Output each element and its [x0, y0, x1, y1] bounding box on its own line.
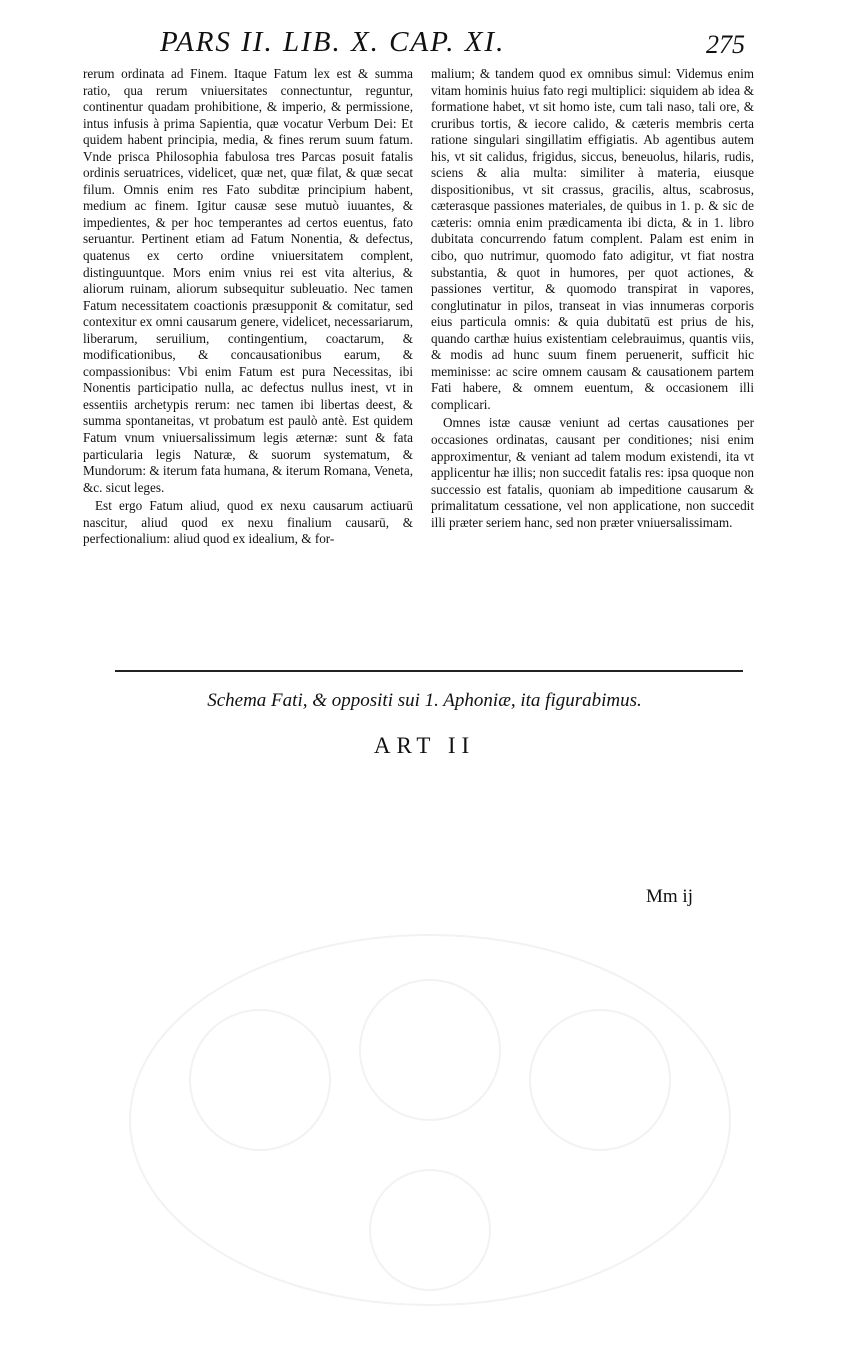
signature-mark: Mm ij	[646, 886, 693, 907]
show-through-circle-left	[190, 1010, 330, 1150]
right-text-column	[431, 66, 754, 531]
left-paragraph-1: rerum ordinata ad Finem. Itaque Fatum lex est & summa ratio, qua rerum vniuersitates connectuntur, reguntur, continentur quadam prohibitione, & imperio, & permissione, intus infusis à prima Sapientia, quæ vocatur Verbum Dei: Et quidem habent principia, media, & fines rerum suum fatum. Vnde prisca Philosophia fabulosa tres Parcas posuit fatalis ordinis seruatrices, videlicet, quæ net, quæ filat, & quæ secat filum. Omnis enim res Fato subditæ principium habent, medium ac finem. Igitur causæ sese mutuò iuuantes, & impedientes, & per hoc temperantes ad certos euentus, fato seruantur. Pertinent etiam ad Fatum Nonentia, & defectus, quatenus ex certo ordine vniuersitatem complent, distinguuntque. Mors enim vnius rei est vita alterius, & aliorum ruinam, aliorum subsequitur subleuatio. Nec tamen Fatum necessitatem coactionis præsupponit & comitatur, sed contexitur ex omni causarum genere, videlicet, necessariarum, liberarum, seruilium, contingentium, coactarum, & modificationibus, & concausationibus earum, & compassionibus: Vbi enim Fatum est pura Necessitas, ibi Nonentis participatio nulla, ac defectus nullus inest, vt in essentiis archetypis rerum: nec tamen ibi libertas deest, & summa spontaneitas, vt probatum est paulò antè. Est quidem Fatum vnum vniuersalissimum legis æternæ: sunt & fata particularia legis Naturæ, & suorum systematum, & Mundorum: & iterum fata humana, & iterum Romana, Veneta, &c. sicut leges.	[83, 66, 413, 495]
page-number: 275	[706, 30, 745, 59]
section-heading: ART II	[373, 733, 476, 758]
show-through-circle-top	[360, 980, 500, 1120]
show-through-diagram	[110, 930, 750, 1330]
figure-caption: Schema Fati, & oppositi sui 1. Aphoniæ, ita figurabimus.	[207, 690, 642, 711]
show-through-circle-bottom	[370, 1170, 490, 1290]
right-paragraph-2: Omnes istæ causæ veniunt ad certas causationes per occasiones ordinatas, causant per conditiones; nisi enim approximentur, & veniant ad talem modum existendi, ita vt applicentur hæ illis; non succedit fatalis res: ipsa quoque non successio est fatalis, quoniam ab impeditione causarum & primalitatum cessatione, vel non applicatione, non succedit illi præter seriem hanc, sed non præter vniuersalissimam.	[431, 415, 754, 530]
show-through-circle-right	[530, 1010, 670, 1150]
left-paragraph-2: Est ergo Fatum aliud, quod ex nexu causarum actiuarū nascitur, aliud quod ex nexu finalium causarū, & perfectionalium: aliud quod ex idealium, & for-	[83, 498, 413, 547]
left-text-column	[83, 66, 413, 548]
horizontal-rule	[115, 670, 743, 672]
running-title: PARS II. LIB. X. CAP. XI.	[160, 26, 506, 58]
right-paragraph-1: malium; & tandem quod ex omnibus simul: Videmus enim vitam hominis huius fato regi multiplici: siquidem ab idea & formatione habet, vt sit homo iste, cum tali naso, tali ore, & cruribus tortis, & iecore calido, & cæteris membris certa ratione singulari singillatim effigiatis. Ab agentibus autem his, vt sit calidus, frigidus, siccus, beneuolus, hilaris, rudis, sciens & alia multa: similiter à materia, eiusque dispositionibus, vt sit crassus, gracilis, altus, scabrosus, cæterasque passiones materiales, de quibus in 1. p. & sic de cæteris: omnia enim prædicamenta ibi dicta, & in 1. libro dubitata concurrendo fatum complent. Palam est enim in cibo, quo nutrimur, quomodo fato adigitur, vt fiat nostra substantia, & quot in humores, per quot actiones, & passiones vertitur, & quomodo transpirat in vapores, conglutinatur in pilos, transeat in vias innumeras corporis eius particula omnis: & quia dubitatū est prius de his, quando carthæ huius existentiam celebrauimus, quantis viis, & modis ad hunc suum finem peruenerit, sufficit hic meminisse: ac scire omnem causam & causationem partem Fati habere, & omnem euentum, & occasionem illi complicari.	[431, 66, 754, 412]
